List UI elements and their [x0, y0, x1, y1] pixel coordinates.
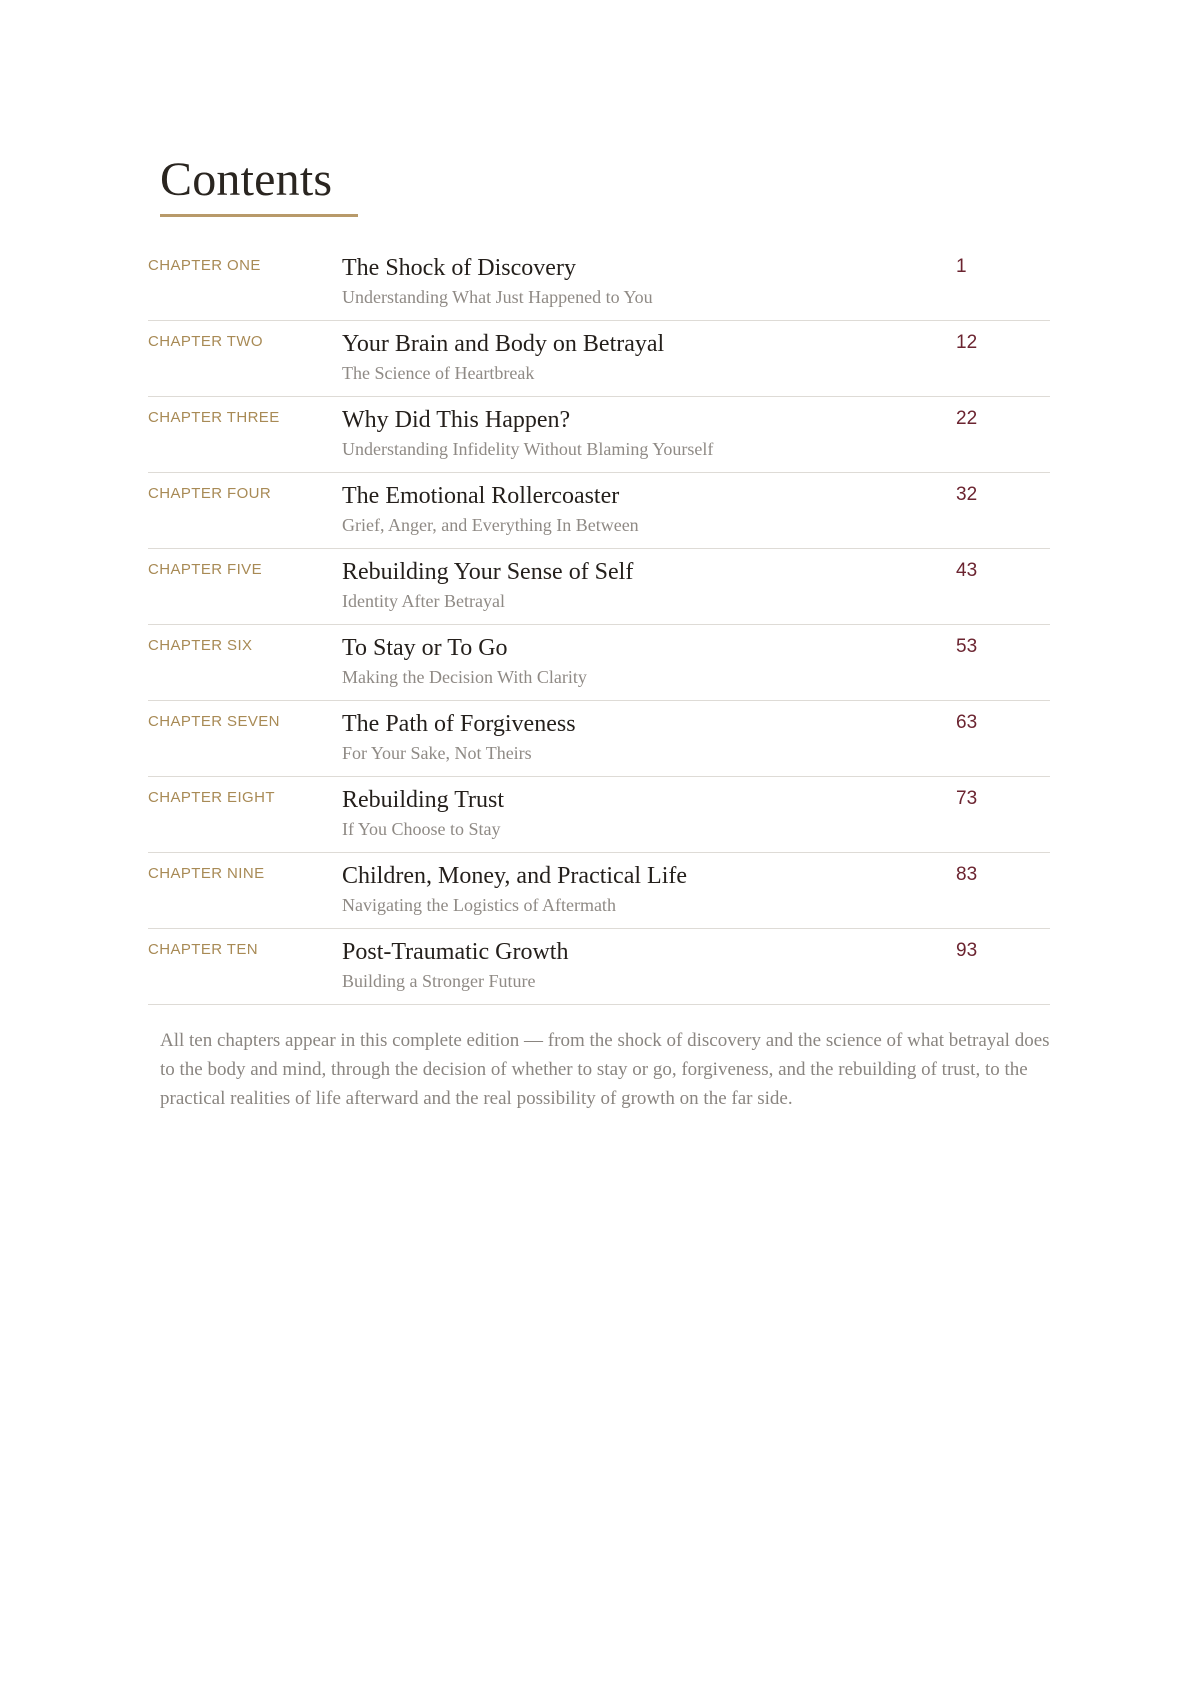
toc-entry-chapter-nine[interactable]	[148, 853, 1050, 929]
toc-entry-chapter-eight[interactable]	[148, 777, 1050, 853]
toc-entry-chapter-five[interactable]	[148, 549, 1050, 625]
page-number[interactable]: 73	[956, 788, 978, 809]
chapter-label: CHAPTER ONE	[148, 257, 261, 274]
page-number[interactable]: 12	[956, 332, 978, 353]
toc-entry-chapter-two[interactable]	[148, 321, 1050, 397]
toc-entry-chapter-six[interactable]	[148, 625, 1050, 701]
chapter-label: CHAPTER NINE	[148, 865, 265, 882]
edition-note: All ten chapters appear in this complete edition — from the shock of discovery and the science of what betrayal does to the body and mind, through the decision of whether to stay or go, forgiveness, and the rebuilding of trust, to the practical realities of life afterward and the real possibility of growth on the far side.	[160, 1030, 1050, 1109]
chapter-title[interactable]: Your Brain and Body on Betrayal	[342, 331, 665, 357]
page-number[interactable]: 93	[956, 940, 978, 961]
table-of-contents	[148, 245, 1050, 1005]
chapter-label: CHAPTER SEVEN	[148, 713, 280, 730]
page-number[interactable]: 22	[956, 408, 978, 429]
chapter-subtitle: Identity After Betrayal	[342, 591, 505, 611]
chapter-subtitle: Building a Stronger Future	[342, 971, 536, 991]
chapter-title[interactable]: The Path of Forgiveness	[342, 711, 576, 737]
chapter-label: CHAPTER FIVE	[148, 561, 262, 578]
chapter-title[interactable]: To Stay or To Go	[342, 635, 508, 661]
chapter-label: CHAPTER TWO	[148, 333, 263, 350]
page-number[interactable]: 53	[956, 636, 978, 657]
chapter-label: CHAPTER TEN	[148, 941, 258, 958]
chapter-subtitle: For Your Sake, Not Theirs	[342, 743, 532, 763]
page-number[interactable]: 83	[956, 864, 978, 885]
toc-entry-chapter-four[interactable]	[148, 473, 1050, 549]
toc-entry-chapter-three[interactable]	[148, 397, 1050, 473]
chapter-title[interactable]: The Emotional Rollercoaster	[342, 483, 620, 509]
chapter-subtitle: Understanding What Just Happened to You	[342, 287, 653, 307]
chapter-title[interactable]: Children, Money, and Practical Life	[342, 863, 687, 889]
toc-entry-chapter-one[interactable]	[148, 245, 1050, 321]
chapter-label: CHAPTER FOUR	[148, 485, 272, 502]
chapter-title[interactable]: The Shock of Discovery	[342, 255, 576, 281]
page-title: Contents	[160, 153, 333, 206]
chapter-title[interactable]: Rebuilding Trust	[342, 787, 505, 813]
page-number[interactable]: 1	[956, 256, 967, 277]
title-underline	[160, 214, 358, 217]
chapter-subtitle: Making the Decision With Clarity	[342, 667, 587, 687]
page-number[interactable]: 43	[956, 560, 978, 581]
title-block	[160, 150, 358, 217]
page-number[interactable]: 32	[956, 484, 978, 505]
chapter-title[interactable]: Post-Traumatic Growth	[342, 939, 569, 965]
chapter-subtitle: Navigating the Logistics of Aftermath	[342, 895, 616, 915]
chapter-subtitle: Understanding Infidelity Without Blaming Yourself	[342, 439, 714, 459]
chapter-subtitle: The Science of Heartbreak	[342, 363, 535, 383]
chapter-subtitle: If You Choose to Stay	[342, 819, 501, 839]
page-number[interactable]: 63	[956, 712, 978, 733]
chapter-label: CHAPTER EIGHT	[148, 789, 275, 806]
chapter-title[interactable]: Why Did This Happen?	[342, 407, 571, 433]
chapter-label: CHAPTER SIX	[148, 637, 253, 654]
chapter-title[interactable]: Rebuilding Your Sense of Self	[342, 559, 634, 585]
toc-entry-chapter-seven[interactable]	[148, 701, 1050, 777]
chapter-subtitle: Grief, Anger, and Everything In Between	[342, 515, 639, 535]
toc-entry-chapter-ten[interactable]	[148, 929, 1050, 1005]
chapter-label: CHAPTER THREE	[148, 409, 280, 426]
